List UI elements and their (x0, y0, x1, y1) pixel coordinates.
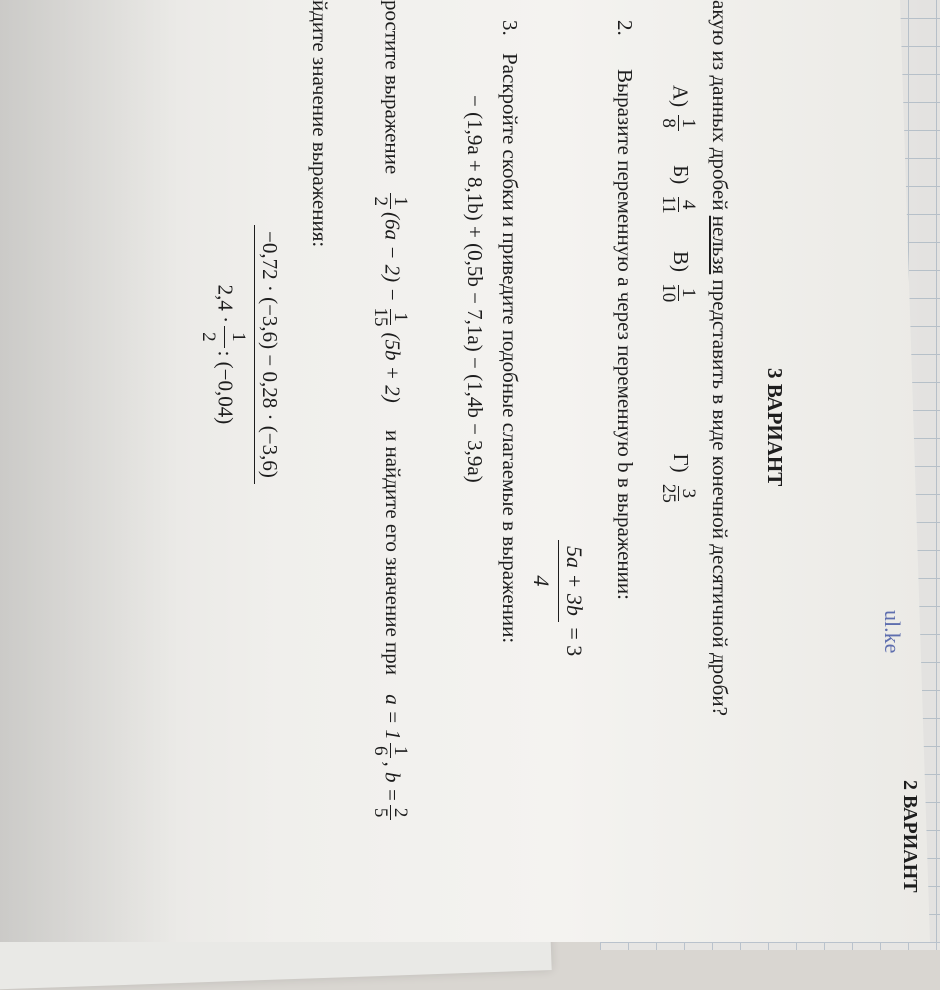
question-1-text: акую из данных дробей (708, 0, 732, 216)
question-1-underlined: нельзя (708, 215, 732, 275)
variant-3-title: 3 ВАРИАНТ (763, 368, 787, 487)
question-5-expression (199, 225, 280, 484)
variant-2-title: 2 ВАРИАНТ (899, 780, 921, 893)
question-5-denominator: 2,4 · 1 2 : (−0,04) (198, 284, 249, 425)
question-4-text-tail: и найдите его значение при (380, 429, 405, 676)
question-4-text: ростите выражение (380, 0, 405, 175)
pen-marks: ul.ke (880, 610, 905, 654)
option-b-fraction: 4 11 (658, 195, 699, 214)
question-3-number: 3. (498, 20, 522, 36)
option-c-label: В) (668, 251, 693, 273)
option-a-label: А) (668, 85, 693, 108)
question-1-text-tail: представить в виде конечной десятичной дроби? (708, 274, 732, 716)
option-d-fraction: 3 25 (658, 483, 699, 503)
question-1-options (659, 85, 698, 509)
question-5-numerator: −0,72 · (−3,6) − 0,28 · (−3,6) (254, 225, 280, 484)
question-1 (709, 0, 730, 716)
question-3-text: Раскройте скобки и приведите подобные слагаемые в выражении: (498, 53, 522, 644)
option-b-label: Б) (668, 165, 693, 185)
question-2-number: 2. (613, 20, 637, 36)
question-5: йдите значение выражения: (308, 0, 332, 248)
question-2 (614, 20, 635, 600)
option-a-fraction: 1 8 (659, 115, 698, 131)
option-c-fraction: 1 10 (658, 283, 699, 303)
question-2-text: Выразите переменную a через переменную b в выражении: (613, 69, 637, 600)
question-4: ростите выражение 1 2 (6a − 2) − 1 15 (5b + 2) и найдите его значение при a = 1 1 6 , b = 2 5 (371, 0, 410, 823)
question-3 (499, 20, 520, 643)
option-d-label: Г) (668, 453, 693, 473)
question-2-expression: 5a + 3b 4 = 3 (530, 540, 585, 656)
question-3-expression: − (1,9a + 8,1b) + (0,5b − 7,1a) − (1,4b − 3,9a) (463, 95, 487, 483)
